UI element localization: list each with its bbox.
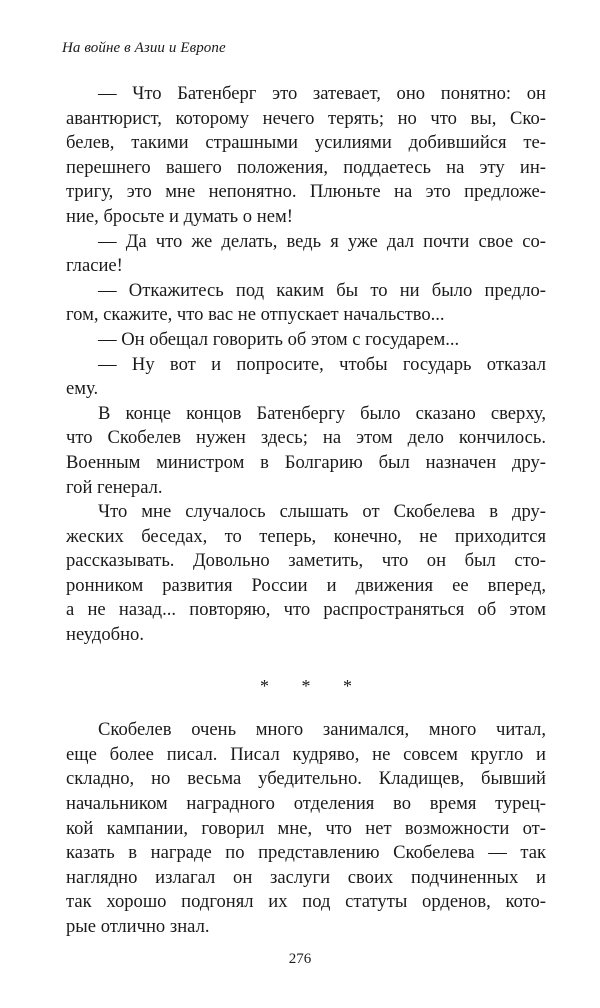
paragraph xyxy=(66,328,546,353)
paragraph xyxy=(66,230,546,279)
text-line: а не назад... повторяю, что распространяться об этом xyxy=(66,599,546,621)
text-line: авантюрист, которому нечего терять; но что вы, Ско- xyxy=(66,107,546,129)
text-line: Что мне случалось слышать от Скобелева в дру- xyxy=(98,501,546,523)
paragraph xyxy=(66,718,546,939)
text-line: что Скобелев нужен здесь; на этом дело кончилось. xyxy=(66,427,546,449)
text-line: ему. xyxy=(66,378,99,400)
text-line: рые отлично знал. xyxy=(66,916,210,937)
text-line: наглядно излагал он заслуги своих подчиненных и xyxy=(66,866,546,888)
page-number: 276 xyxy=(288,951,312,967)
text-line: гой генерал. xyxy=(66,476,163,498)
text-line: гласие! xyxy=(66,255,123,277)
text-line: кой кампании, говорил мне, что нет возможности от- xyxy=(66,817,546,839)
text-line: складно, но весьма убедительно. Кладищев, бывший xyxy=(66,768,546,790)
text-line: Скобелев очень много занимался, много читал, xyxy=(98,719,546,741)
paragraph xyxy=(66,279,546,328)
text-line: В конце концов Батенбергу было сказано сверху, xyxy=(98,402,546,424)
text-line: — Откажитесь под каким бы то ни было предло- xyxy=(98,279,546,301)
paragraph xyxy=(66,82,546,230)
paragraph xyxy=(66,402,546,500)
text-line: так хорошо подгонял их под статуты орденов, кото- xyxy=(66,891,546,913)
text-line: — Что Батенберг это затевает, оно понятно: он xyxy=(98,83,546,104)
text-line: казать в награде по представлению Скобелева — так xyxy=(66,842,546,864)
text-line: перешнего вашего положения, поддаетесь на эту ин- xyxy=(66,156,546,178)
paragraph xyxy=(66,353,546,402)
text-line: — Да что же делать, ведь я уже дал почти свое со- xyxy=(98,230,546,252)
text-line: — Ну вот и попросите, чтобы государь отказал xyxy=(98,353,546,375)
text-line: ние, бросьте и думать о нем! xyxy=(66,205,293,227)
section-separator: * * * xyxy=(260,675,366,696)
text-line: жеских беседах, то теперь, конечно, не приходится xyxy=(66,525,546,547)
text-line: — Он обещал говорить об этом с государем... xyxy=(98,328,460,350)
paragraph-group-before-separator xyxy=(66,82,546,648)
text-line: еще более писал. Писал кудряво, не совсем кругло и xyxy=(66,743,546,765)
paragraph xyxy=(66,500,546,648)
text-line: неудобно. xyxy=(66,624,144,646)
text-line: начальником наградного отделения во время турец- xyxy=(66,793,546,815)
text-line: гом, скажите, что вас не отпускает начальство... xyxy=(66,304,445,326)
text-line: Военным министром в Болгарию был назначен дру- xyxy=(66,451,546,473)
paragraph-group-after-separator xyxy=(66,718,546,939)
body-text xyxy=(66,82,546,940)
text-line: тригу, это мне непонятно. Плюньте на это предложе- xyxy=(66,181,546,203)
text-line: белев, такими страшными усилиями добившийся те- xyxy=(66,132,546,154)
running-header: На войне в Азии и Европе xyxy=(62,40,226,56)
text-line: рассказывать. Довольно заметить, что он был сто- xyxy=(66,550,546,572)
text-line: ронником развития России и движения ее вперед, xyxy=(66,574,546,596)
